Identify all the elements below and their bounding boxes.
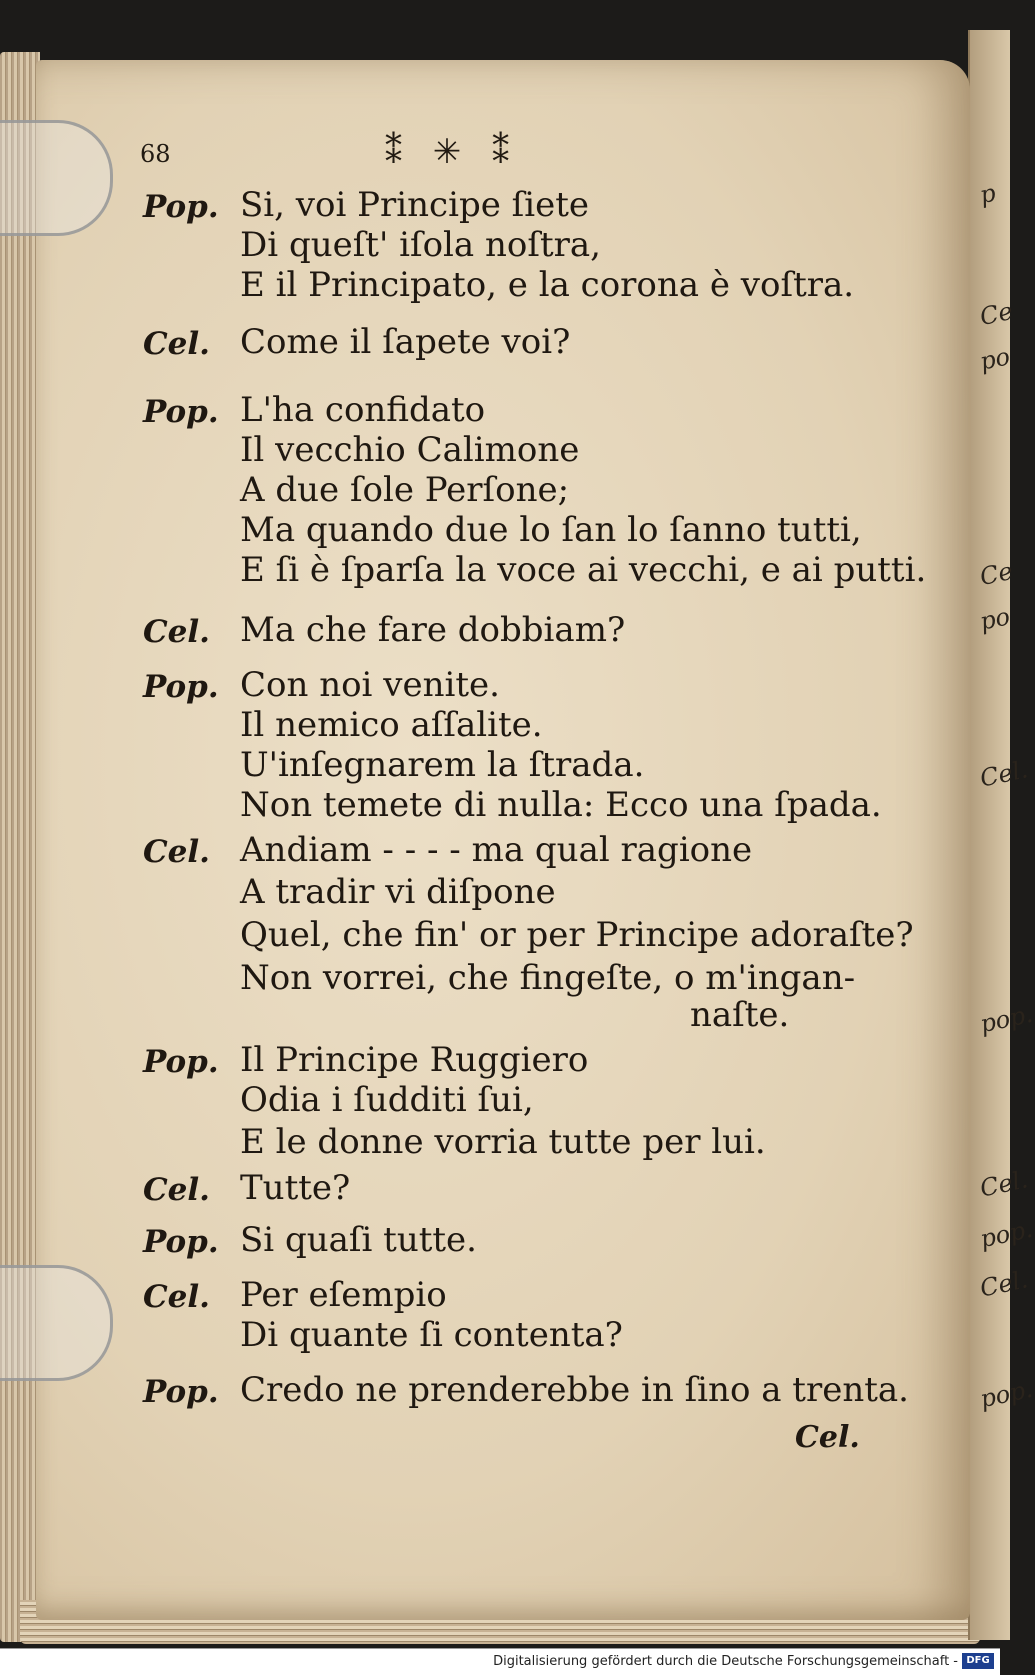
verse-line: Di queſt' iſola noſtra, xyxy=(240,225,601,265)
speaker-label: Cel. xyxy=(143,1279,210,1315)
speaker-label: Cel. xyxy=(143,1172,210,1208)
verse-line: Non temete di nulla: Ecco una ſpada. xyxy=(240,785,882,825)
verse-line: Andiam - - - - ma qual ragione xyxy=(240,830,753,870)
verse-line: Tutte? xyxy=(240,1168,351,1208)
margin-speaker: p xyxy=(977,178,999,210)
next-page-edge xyxy=(968,30,1035,1640)
page-clip-bottom xyxy=(0,1265,113,1381)
speaker-label: Cel. xyxy=(143,614,210,650)
margin-speaker: Ce xyxy=(977,296,1016,332)
verse-line: Il nemico aſſalite. xyxy=(240,705,543,745)
verse-line: E ſi è ſparſa la voce ai vecchi, e ai putti. xyxy=(240,550,927,590)
book-edge-left xyxy=(0,52,40,1642)
speaker-label: Pop. xyxy=(143,669,219,705)
verse-line: Non vorrei, che fingeſte, o m'ingan- xyxy=(240,958,856,998)
verse-line: Per eſempio xyxy=(240,1275,447,1315)
speaker-label: Cel. xyxy=(143,326,210,362)
verse-line: Ma che fare dobbiam? xyxy=(240,610,626,650)
verse-line: Odia i ſudditi ſui, xyxy=(240,1080,534,1120)
verse-line: naſte. xyxy=(690,995,790,1035)
speaker-label: Pop. xyxy=(143,394,219,430)
verse-line: Si, voi Principe ſiete xyxy=(240,185,590,225)
catchword: Cel. xyxy=(795,1420,860,1455)
speaker-label: Pop. xyxy=(143,1224,219,1260)
verse-line: L'ha confidato xyxy=(240,390,486,430)
margin-speaker: Ce xyxy=(977,556,1016,592)
margin-speaker: Cel. xyxy=(977,1165,1031,1203)
margin-speaker: pop. xyxy=(977,1214,1035,1254)
margin-speaker: pop. xyxy=(977,999,1035,1039)
verse-line: E il Principato, e la corona è voſtra. xyxy=(240,265,855,305)
speaker-label: Pop. xyxy=(143,1044,219,1080)
verse-line: Con noi venite. xyxy=(240,665,500,705)
margin-speaker: Cel. xyxy=(977,755,1031,793)
verse-line: A due ſole Perſone; xyxy=(240,470,570,510)
speaker-label: Cel. xyxy=(143,834,210,870)
funding-note: Digitalisierung gefördert durch die Deutsche Forschungsgemeinschaft - xyxy=(493,1654,958,1669)
speaker-label: Pop. xyxy=(143,1374,219,1410)
verse-line: Ma quando due lo ſan lo ſanno tutti, xyxy=(240,510,862,550)
verse-line: Si quaſi tutte. xyxy=(240,1220,477,1260)
verse-line: Il vecchio Calimone xyxy=(240,430,580,470)
footer-bar xyxy=(0,1648,1000,1675)
page-header xyxy=(140,130,840,180)
page-number: 68 xyxy=(140,140,171,168)
page-clip-top xyxy=(0,120,113,236)
dfg-logo: DFG xyxy=(962,1653,994,1669)
margin-speaker: pop. xyxy=(977,1374,1035,1414)
verse-line: Come il ſapete voi? xyxy=(240,322,571,362)
verse-line: Credo ne prenderebbe in ſino a trenta. xyxy=(240,1370,909,1410)
header-ornament: ⁑ ✳ ⁑ xyxy=(385,132,520,172)
verse-line: A tradir vi diſpone xyxy=(240,872,556,912)
margin-speaker: po xyxy=(977,342,1013,376)
verse-line: Di quante ſi contenta? xyxy=(240,1315,623,1355)
verse-line: U'inſegnarem la ſtrada. xyxy=(240,745,645,785)
margin-speaker: Cel. xyxy=(977,1265,1031,1303)
verse-line: E le donne vorria tutte per lui. xyxy=(240,1122,766,1162)
verse-line: Il Principe Ruggiero xyxy=(240,1040,589,1080)
margin-speaker: po xyxy=(977,602,1013,636)
verse-line: Quel, che fin' or per Principe adoraſte? xyxy=(240,915,914,955)
speaker-label: Pop. xyxy=(143,189,219,225)
